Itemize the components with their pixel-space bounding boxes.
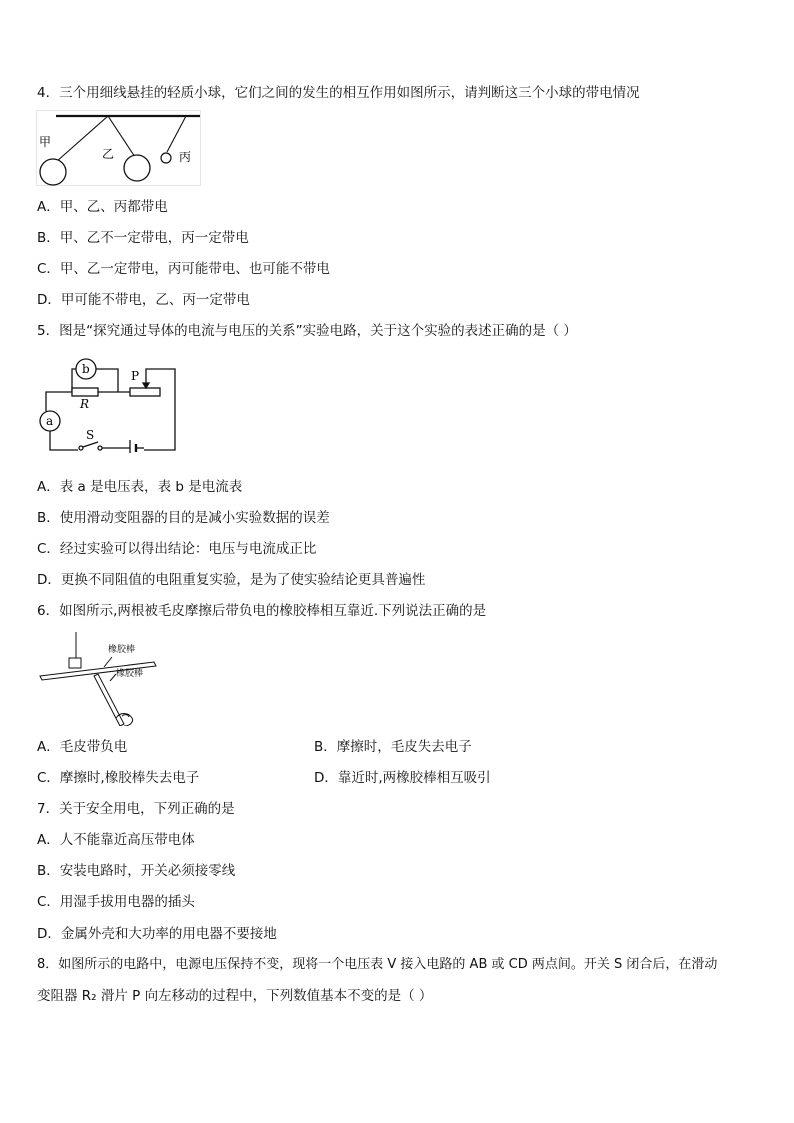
q5-label-b: b [82, 362, 90, 376]
q5-option-a: A．表 a 是电压表，表 b 是电流表 [37, 479, 243, 495]
q6-option-c: C．摩擦时,橡胶棒失去电子 [37, 770, 200, 786]
q5-stem: 5．图是“探究通过导体的电流与电压的关系”实验电路，关于这个实验的表述正确的是（ ） [37, 323, 577, 339]
q5-label-a: a [46, 414, 54, 428]
q6-option-b: B．摩擦时，毛皮失去电子 [314, 739, 472, 755]
q4-figure-hanging-balls [36, 110, 204, 188]
q4-stem: 4．三个用细线悬挂的轻质小球，它们之间的发生的相互作用如图所示，请判断这三个小球的带电情况 [37, 85, 640, 101]
q6-stem: 6．如图所示,两根被毛皮摩擦后带负电的橡胶棒相互靠近.下列说法正确的是 [37, 603, 487, 619]
q4-label-bing: 丙 [179, 150, 192, 164]
q5-option-b: B．使用滑动变阻器的目的是减小实验数据的误差 [37, 510, 330, 526]
q6-figure-rubber-rods [38, 632, 166, 726]
q5-label-r: R [80, 397, 90, 411]
q6-label-rod-bottom: 橡胶棒 [116, 669, 144, 679]
q7-option-a: A．人不能靠近高压带电体 [37, 832, 195, 848]
q5-label-s: S [86, 428, 95, 442]
q4-label-yi: 乙 [102, 147, 115, 161]
q7-option-c: C．用湿手拔用电器的插头 [37, 894, 195, 910]
q8-stem-line2: 变阻器 R₂ 滑片 P 向左移动的过程中，下列数值基本不变的是（ ） [37, 988, 433, 1004]
q4-label-jia: 甲 [39, 135, 52, 149]
q7-option-d: D．金属外壳和大功率的用电器不要接地 [37, 926, 277, 942]
q6-label-rod-top: 橡胶棒 [108, 645, 136, 655]
q7-option-b: B．安装电路时，开关必须接零线 [37, 863, 236, 879]
q6-option-a: A．毛皮带负电 [37, 739, 128, 755]
q5-option-d: D．更换不同阻值的电阻重复实验，是为了使实验结论更具普遍性 [37, 572, 426, 588]
q4-option-a: A．甲、乙、丙都带电 [37, 199, 168, 215]
q5-figure-circuit [38, 351, 180, 453]
q4-option-b: B．甲、乙不一定带电，丙一定带电 [37, 230, 249, 246]
q4-option-d: D．甲可能不带电，乙、丙一定带电 [37, 292, 250, 308]
q5-label-p: P [131, 369, 140, 383]
q7-stem: 7．关于安全用电，下列正确的是 [37, 801, 235, 817]
q4-option-c: C．甲、乙一定带电，丙可能带电、也可能不带电 [37, 261, 330, 277]
q6-option-d: D．靠近时,两橡胶棒相互吸引 [314, 770, 491, 786]
q8-stem-line1: 8．如图所示的电路中，电源电压保持不变，现将一个电压表 V 接入电路的 AB 或 CD 两点间。开关 S 闭合后，在滑动 [37, 957, 718, 972]
q5-option-c: C．经过实验可以得出结论：电压与电流成正比 [37, 541, 317, 557]
